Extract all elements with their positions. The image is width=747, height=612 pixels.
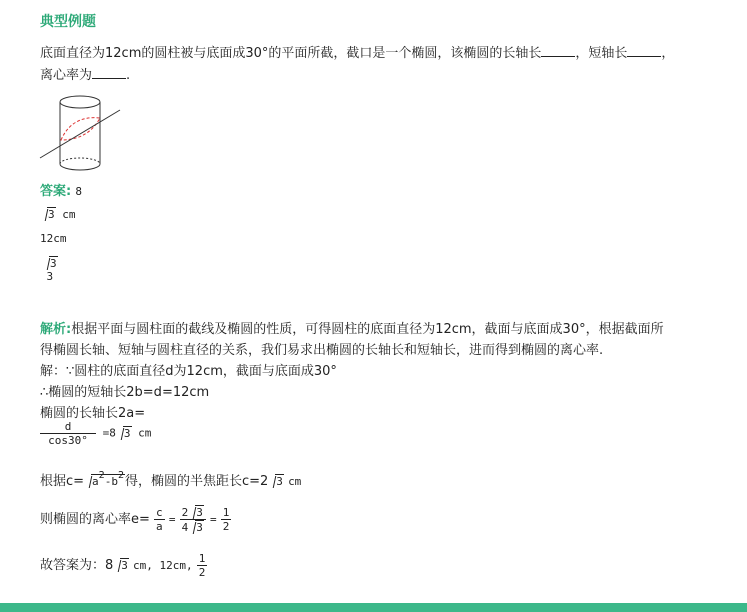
- major-axis-formula: [40, 420, 151, 447]
- answer-value-2: 12cm: [40, 232, 67, 245]
- numerator: [180, 505, 206, 519]
- answer-line: [40, 180, 82, 199]
- denominator: 3: [46, 270, 54, 283]
- section-title: 典型例题: [40, 14, 96, 30]
- eccentricity-line: [40, 505, 231, 534]
- radicand: 3: [276, 475, 283, 488]
- question-text: 离心率为: [40, 68, 93, 83]
- var-b: -b: [104, 475, 118, 488]
- fraction: [180, 505, 206, 534]
- answer-sqrt-line: [40, 207, 76, 221]
- sqrt-symbol: [40, 207, 56, 221]
- numerator: [40, 256, 60, 270]
- sqrt-symbol: [42, 256, 58, 270]
- radicand: 3: [196, 521, 203, 534]
- sqrt-symbol: [188, 520, 204, 534]
- numerator: d: [64, 420, 72, 433]
- answer-value: 8: [75, 185, 82, 198]
- blank-major-axis: [541, 45, 575, 57]
- cylinder-bottom-back: [60, 158, 100, 164]
- section-ellipse: [61, 118, 100, 140]
- var-a: a: [92, 475, 99, 488]
- formula-text: 得，椭圆的半焦距长c=2: [124, 474, 269, 489]
- cutting-plane-line: [40, 110, 120, 158]
- focal-length-line: [40, 470, 301, 489]
- analysis-line-2: 得椭圆长轴、短轴与圆柱直径的关系，我们易求出椭圆的长轴长和短轴长，进而得到椭圆的离心率.: [40, 343, 604, 358]
- unit: cm: [138, 426, 152, 440]
- analysis-label: 解析:: [40, 322, 72, 337]
- question-text: ，短轴长: [575, 46, 628, 61]
- blank-eccentricity: [92, 67, 126, 79]
- sqrt-symbol: [113, 558, 129, 572]
- denominator: 2: [198, 566, 206, 579]
- fraction: [221, 506, 232, 533]
- question-line-2: [40, 64, 130, 83]
- fraction: [40, 420, 96, 447]
- final-answer-line: [40, 552, 207, 579]
- numerator: 1: [222, 506, 230, 519]
- answer-fraction: [40, 256, 60, 283]
- sqrt-symbol: [268, 474, 284, 488]
- cylinder-top: [60, 96, 100, 108]
- formula-text: cm, 12cm,: [133, 559, 193, 572]
- solution-line-2: ∴椭圆的短轴长2b=d=12cm: [40, 385, 210, 400]
- question-text: .: [126, 68, 131, 83]
- radicand: 3: [121, 559, 128, 572]
- radicand: 3: [196, 506, 203, 519]
- equals: =: [209, 513, 217, 526]
- formula-text: 故答案为：8: [40, 558, 114, 573]
- exponent: 2: [117, 470, 124, 481]
- bottom-green-bar: [0, 603, 747, 612]
- question-text: ，: [661, 46, 675, 61]
- radicand: 3: [50, 257, 57, 270]
- analysis-text: 根据平面与圆柱面的截线及椭圆的性质，可得圆柱的底面直径为12cm，截面与底面成30°，根据截面所: [71, 322, 664, 337]
- cylinder-figure: [38, 90, 122, 174]
- sqrt-symbol: [116, 426, 132, 440]
- question-text: 底面直径为12cm的圆柱被与底面成30°的平面所截，截口是一个椭圆，该椭圆的长轴长: [40, 46, 542, 61]
- fraction: [40, 256, 60, 283]
- coef: 2: [181, 506, 189, 519]
- cylinder-bottom-front: [60, 164, 100, 170]
- sqrt-symbol: [188, 505, 204, 519]
- numerator: c: [156, 506, 163, 519]
- denominator: 2: [222, 520, 230, 533]
- numerator: 1: [198, 552, 206, 565]
- formula-text: 根据c=: [40, 474, 85, 489]
- solution-line-1: 解：∵圆柱的底面直径d为12cm，截面与底面成30°: [40, 364, 337, 379]
- sqrt-symbol: [84, 470, 125, 488]
- solution-line-3: 椭圆的长轴长2a=: [40, 406, 146, 421]
- coef: 4: [181, 521, 189, 534]
- radicand: 3: [48, 208, 55, 221]
- denominator: [180, 519, 206, 534]
- radicand: [91, 470, 125, 488]
- unit: cm: [288, 475, 302, 488]
- denominator: cos30°: [40, 433, 96, 447]
- fraction: [154, 506, 165, 533]
- formula-text: 则椭圆的离心率e=: [40, 512, 150, 527]
- blank-minor-axis: [627, 45, 661, 57]
- unit: cm: [62, 208, 76, 221]
- analysis-line-1: [40, 318, 664, 337]
- exponent: 2: [98, 470, 105, 481]
- radicand: 3: [123, 426, 131, 440]
- denominator: a: [156, 520, 163, 533]
- equals-value: =8: [102, 426, 116, 440]
- answer-label: 答案:: [40, 184, 72, 199]
- fraction: [197, 552, 208, 579]
- equals: =: [168, 513, 176, 526]
- question-line-1: [40, 42, 674, 61]
